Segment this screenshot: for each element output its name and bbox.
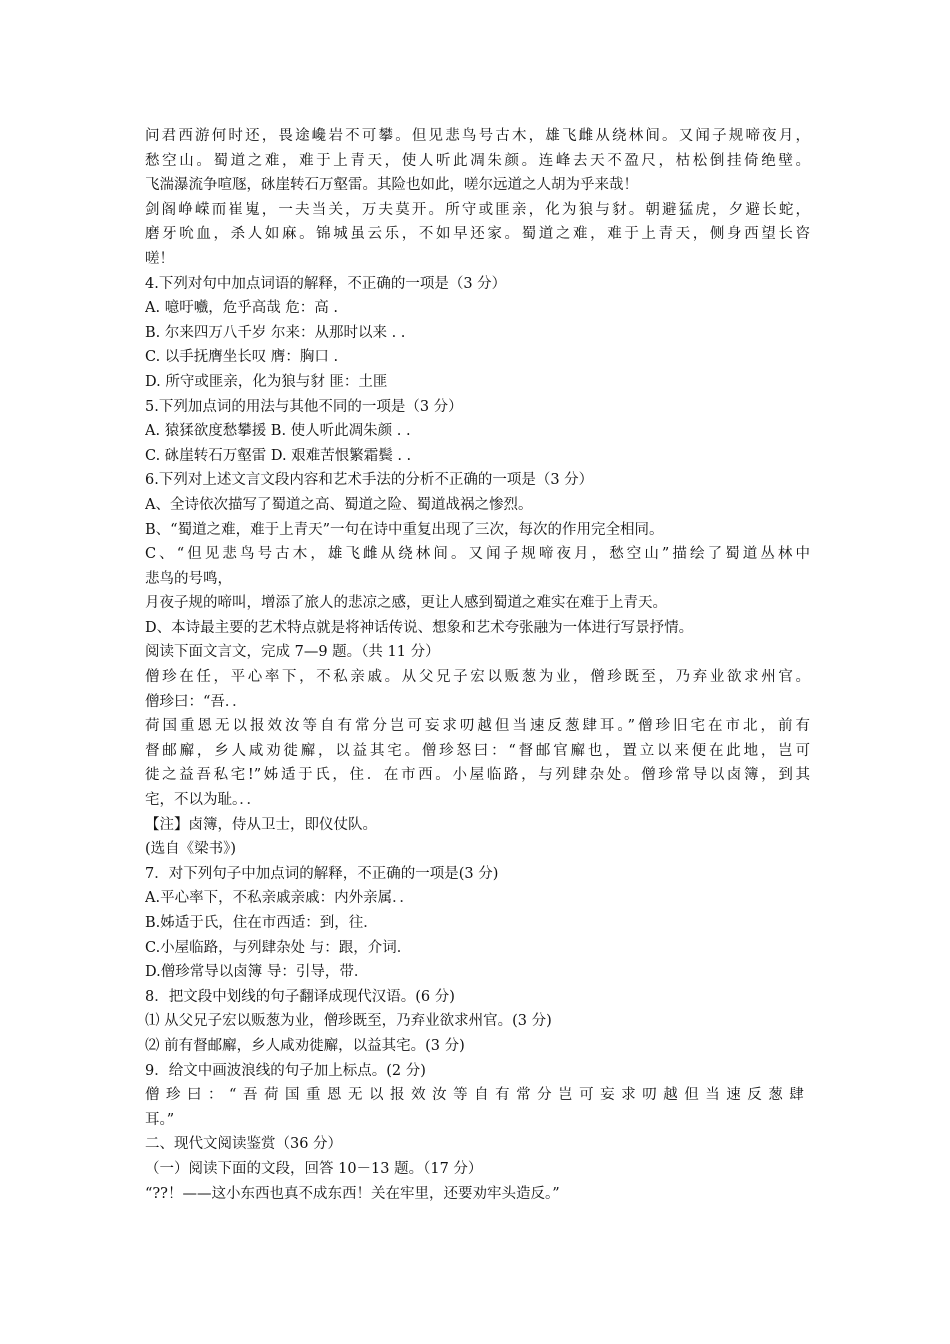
annotation-note: 【注】卤簿，侍从卫士，即仪仗队。 (145, 816, 377, 833)
question-7-stem: 7．对下列句子中加点词的解释，不正确的一项是(3 分) (145, 865, 499, 882)
question-5-options-ab: A. 猿猱欲度愁攀援 B. 使人听此凋朱颜 . . (145, 423, 411, 440)
question-4-option-d: D. 所守或匪亲，化为狼与豺 匪：土匪 (145, 373, 388, 390)
text-line: 耳。” (145, 1111, 175, 1128)
question-4-stem: 4.下列对句中加点词语的解释，不正确的一项是（3 分） (145, 275, 507, 292)
question-8-stem: 8．把文段中划线的句子翻译成现代汉语。(6 分) (145, 988, 455, 1005)
text-line: 宅，不以为耻。．． (145, 792, 261, 809)
question-9-text: 僧珍曰：“吾荷国重恩无以报效汝等自有常分岂可妄求叨越但当速反葱肆 (145, 1087, 810, 1104)
question-6-stem: 6.下列对上述文言文段内容和艺术手法的分析不正确的一项是（3 分） (145, 472, 594, 489)
text-line: 愁空山。蜀道之难，难于上青天，使人听此凋朱颜。连峰去天不盈尺，枯松倒挂倚绝壁。 (145, 152, 810, 169)
text-line: 嗟！ (145, 250, 174, 267)
question-4-option-c: C. 以手抚膺坐长叹 膺：胸口 . (145, 349, 339, 366)
text-line: 僧珍曰：“吾．． (145, 693, 247, 710)
source-citation: (选自《梁书》) (145, 841, 237, 858)
question-8-part-1: ⑴ 从父兄子宏以贩葱为业，僧珍既至，乃弃业欲求州官。(3 分) (145, 1013, 552, 1030)
question-7-option-c: C.小屋临路，与列肆杂处 与：跟，介词． (145, 939, 412, 956)
question-6-option-c: C、“但见悲鸟号古木，雄飞雌从绕林间。又闻子规啼夜月，愁空山”描绘了蜀道丛林中 (145, 546, 810, 563)
section-instruction: 阅读下面文言文，完成 7—9 题。（共 11 分） (145, 644, 440, 661)
text-line: 荷国重恩无以报效汝等自有常分岂可妄求叨越但当速反葱肆耳。”僧珍旧宅在市北，前有 (145, 718, 810, 735)
text-line: 飞湍瀑流争喧豗，砯崖转石万壑雷。其险也如此，嗟尔远道之人胡为乎来哉！ (145, 177, 638, 194)
question-7-option-b: B.姊适于氏，住在市西适：到，往． (145, 915, 378, 931)
text-line: 问君西游何时还，畏途巉岩不可攀。但见悲鸟号古木，雄飞雌从绕林间。又闻子规啼夜月， (145, 128, 810, 144)
question-6-option-a: A、全诗依次描写了蜀道之高、蜀道之险、蜀道战祸之惨烈。 (145, 496, 533, 513)
text-line: 月夜子规的啼叫，增添了旅人的悲凉之感，更让人感到蜀道之难实在难于上青天。 (145, 595, 667, 612)
question-8-part-2: ⑵ 前有督邮廨，乡人咸劝徙廨，以益其宅。(3 分) (145, 1037, 465, 1054)
question-4-option-b: B. 尔来四万八千岁 尔来：从那时以来 . . (145, 324, 406, 341)
question-6-option-d: D、本诗最主要的艺术特点就是将神话传说、想象和艺术夸张融为一体进行写景抒情。 (145, 619, 694, 636)
question-9-stem: 9．给文中画波浪线的句子加上标点。(2 分) (145, 1062, 426, 1079)
text-line: 剑阁峥嵘而崔嵬，一夫当关，万夫莫开。所守或匪亲，化为狼与豺。朝避猛虎，夕避长蛇， (145, 201, 810, 218)
question-7-option-d: D.僧珍常导以卤簿 导：引导，带． (145, 964, 369, 981)
question-6-option-b: B、“蜀道之难，难于上青天”一句在诗中重复出现了三次，每次的作用完全相同。 (145, 521, 664, 538)
text-line: 徙之益吾私宅!”姊适于氏，住．在市西。小屋临路，与列肆杂处。僧珍常导以卤簿，到其 (145, 767, 810, 784)
question-7-option-a: A.平心率下，不私亲戚亲戚：内外亲属．． (145, 890, 414, 907)
text-line: 悲鸟的号鸣， (145, 570, 232, 587)
question-4-option-a: A. 噫吁嚱，危乎高哉 危：高 . (145, 300, 339, 317)
text-line: 督邮廨，乡人咸劝徙廨，以益其宅。僧珍怒曰：“督邮官廨也，置立以来便在此地，岂可 (145, 742, 810, 759)
question-5-options-cd: C. 砯崖转石万壑雷 D. 艰难苦恨繁霜鬓 . . (145, 447, 412, 464)
question-5-stem: 5.下列加点词的用法与其他不同的一项是（3 分） (145, 398, 463, 415)
text-line: 磨牙吮血，杀人如麻。锦城虽云乐，不如早还家。蜀道之难，难于上青天，侧身西望长咨 (145, 226, 810, 243)
text-line: “??！——这小东西也真不成东西！关在牢里，还要劝牢头造反。” (145, 1185, 560, 1202)
section-heading: 二、现代文阅读鉴赏（36 分） (145, 1136, 343, 1153)
text-line: 僧珍在任，平心率下，不私亲戚。从父兄子宏以贩葱为业，僧珍既至，乃弃业欲求州官。 (145, 669, 810, 686)
document-page (145, 124, 810, 1206)
subsection-heading: （一）阅读下面的文段，回答 10－13 题。（17 分） (145, 1160, 483, 1177)
